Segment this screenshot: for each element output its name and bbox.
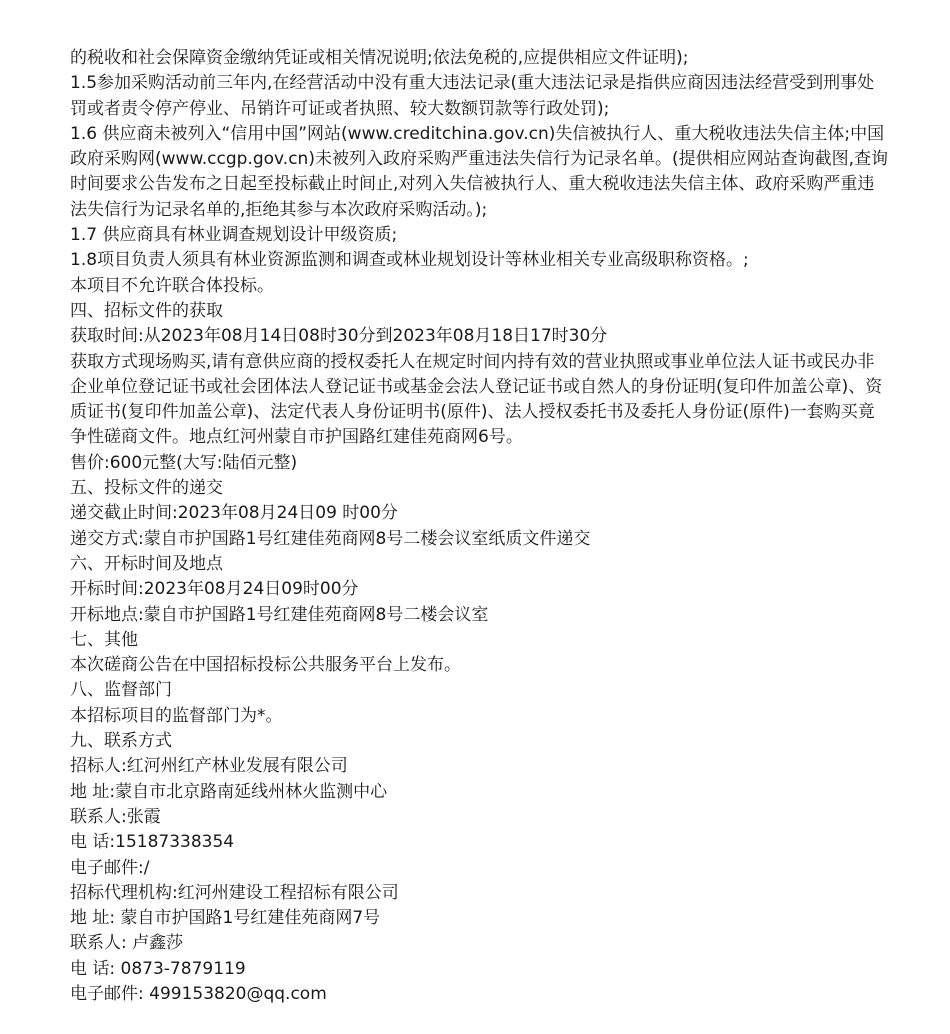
paragraph-no-consortium: 本项目不允许联合体投标。 — [70, 275, 274, 296]
paragraph-requirement-1-7: 1.7 供应商具有林业调查规划设计甲级资质; — [70, 225, 398, 246]
paragraph-opening-time: 开标时间:2023年08月24日09时00分 — [70, 579, 359, 600]
section-heading-6: 六、开标时间及地点 — [70, 553, 223, 574]
paragraph-tenderer-contact: 联系人:张霞 — [70, 806, 161, 827]
paragraph-tenderer-address: 地 址:蒙自市北京路南延线州林火监测中心 — [70, 781, 388, 802]
paragraph-publication: 本次磋商公告在中国招标投标公共服务平台上发布。 — [70, 655, 461, 676]
paragraph-requirement-1-8: 1.8项目负责人须具有林业资源监测和调查或林业规划设计等林业相关专业高级职称资格。; — [70, 250, 749, 271]
paragraph-tenderer: 招标人:红河州红产林业发展有限公司 — [70, 756, 348, 777]
paragraph-submit-method: 递交方式:蒙自市护国路1号红建佳苑商网8号二楼会议室纸质文件递交 — [70, 528, 591, 549]
paragraph-agency-email[interactable]: 电子邮件: 499153820@qq.com — [70, 983, 327, 1004]
paragraph-tenderer-email: 电子邮件:/ — [70, 857, 150, 878]
section-heading-8: 八、监督部门 — [70, 680, 172, 701]
paragraph-opening-location: 开标地点:蒙自市护国路1号红建佳苑商网8号二楼会议室 — [70, 604, 489, 625]
paragraph-obtain-time: 获取时间:从2023年08月14日08时30分到2023年08月18日17时30分 — [70, 326, 608, 347]
paragraph-tenderer-phone: 电 话:15187338354 — [70, 832, 235, 853]
section-heading-4: 四、招标文件的获取 — [70, 300, 223, 321]
paragraph-obtain-method: 获取方式现场购买,请有意供应商的授权委托人在规定时间内持有效的营业执照或事业单位法人证书或民办非企业单位登记证书或社会团体法人登记证书或基金会法人登记证书或自然人的身份证明(复印件加盖公章)、资质证书(复印件加盖公章)、法定代表人身份证明书(原件)、法人授权委托书及委托人身份证(原件)一套购买竟争性磋商文件。地点红河州蒙自市护国路红建佳苑商网6号。 — [70, 351, 883, 448]
paragraph-agency-address: 地 址: 蒙自市护国路1号红建佳苑商网7号 — [70, 908, 381, 929]
paragraph-supervision: 本招标项目的监督部门为*。 — [70, 705, 283, 726]
paragraph-price: 售价:600元整(大写:陆佰元整) — [70, 452, 298, 473]
section-heading-9: 九、联系方式 — [70, 731, 172, 752]
paragraph-requirement-1-6: 1.6 供应商未被列入“信用中国”网站(www.creditchina.gov.cn)失信被执行人、重大税收违法失信主体;中国政府采购网(www.ccgp.gov.cn)未被列入政府采购严重违法失信行为记录名单。(提供相应网站查询截图,查询时间要求公告发布之日起至投标截止时间止,对列入失信被执行人、重大税收违法失信主体、政府采购严重违法失信行为记录名单的,拒绝其参与本次政府采购活动。); — [70, 123, 888, 220]
paragraph-agency: 招标代理机构:红河州建设工程招标有限公司 — [70, 882, 399, 903]
paragraph-agency-contact: 联系人: 卢鑫莎 — [70, 933, 184, 954]
paragraph-agency-phone: 电 话: 0873-7879119 — [70, 958, 246, 979]
document-body — [70, 46, 890, 1007]
paragraph-tax-proof: 的税收和社会保障资金缴纳凭证或相关情况说明;依法免税的,应提供相应文件证明); — [70, 48, 689, 68]
section-heading-5: 五、投标文件的递交 — [70, 478, 223, 499]
section-heading-7: 七、其他 — [70, 629, 138, 650]
paragraph-submit-deadline: 递交截止时间:2023年08月24日09 时00分 — [70, 503, 398, 524]
paragraph-requirement-1-5: 1.5参加采购活动前三年内,在经营活动中没有重大违法记录(重大违法记录是指供应商因违法经营受到刑事处罚或者责令停产停业、吊销许可证或者执照、较大数额罚款等行政处罚); — [70, 73, 875, 119]
